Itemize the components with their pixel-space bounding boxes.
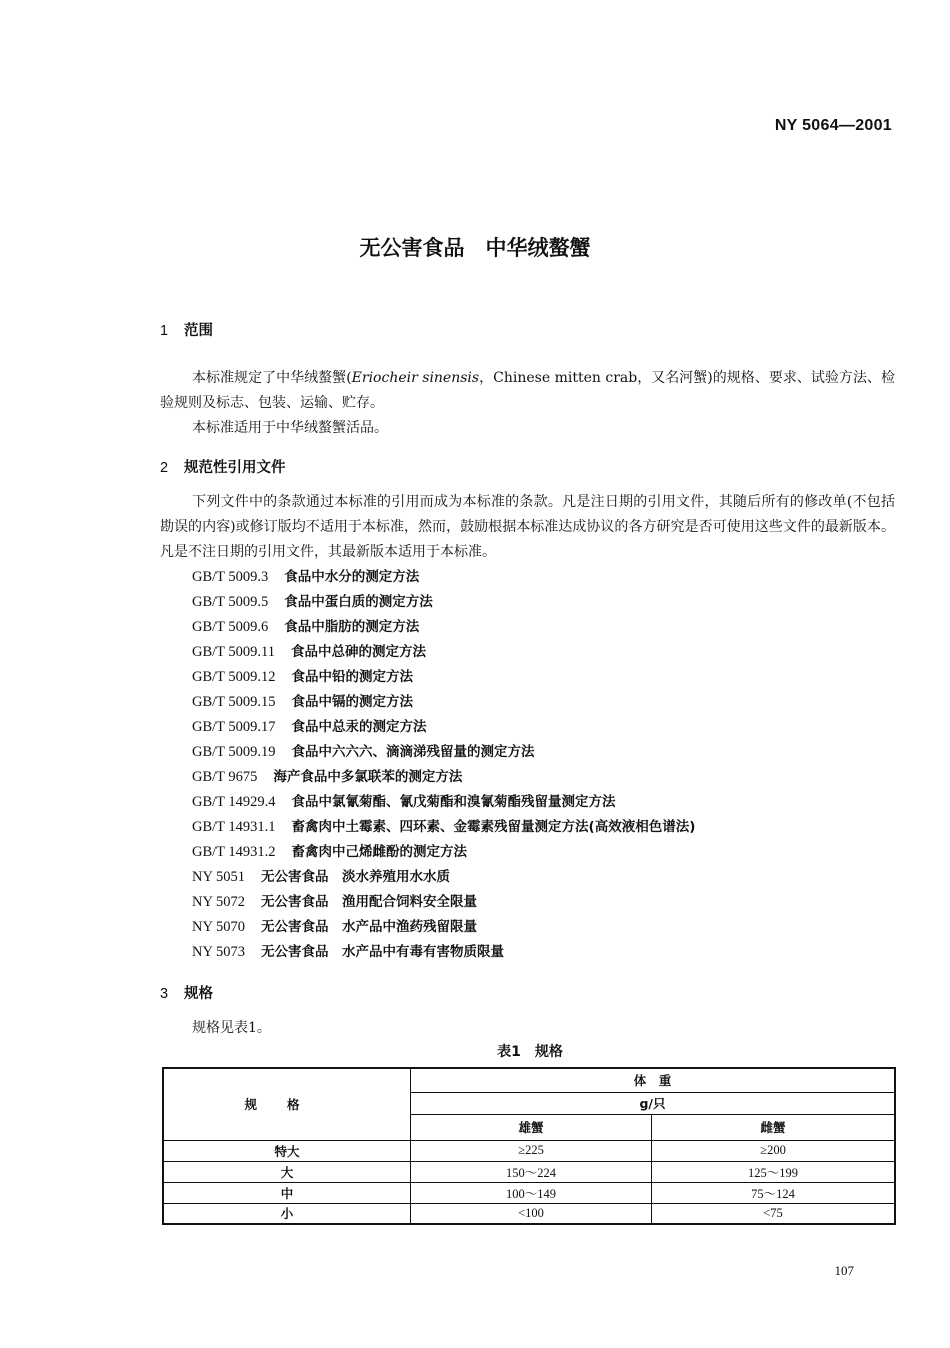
section-title: 规范性引用文件 xyxy=(184,460,286,476)
reference-item xyxy=(192,615,695,640)
male-weight-cell: 100～149 xyxy=(411,1182,652,1203)
reference-code: GB/T 14931.1 xyxy=(192,819,276,835)
reference-title: 食品中蛋白质的测定方法 xyxy=(284,594,433,610)
reference-item xyxy=(192,940,695,965)
reference-code: GB/T 9675 xyxy=(192,769,258,785)
reference-code: GB/T 14929.4 xyxy=(192,794,276,810)
normative-references-list xyxy=(192,565,695,965)
reference-item xyxy=(192,690,695,715)
grade-cell: 大 xyxy=(163,1161,411,1182)
text: 本标准规定了中华绒螯蟹( xyxy=(192,370,352,386)
reference-title: 食品中总汞的测定方法 xyxy=(291,719,427,735)
reference-code: GB/T 14931.2 xyxy=(192,844,276,860)
document-code: NY 5064—2001 xyxy=(774,117,892,134)
reference-title: 食品中镉的测定方法 xyxy=(291,694,414,710)
reference-item xyxy=(192,865,695,890)
section-number: 1 xyxy=(160,323,169,339)
reference-item xyxy=(192,790,695,815)
section-2-intro-paragraph: 下列文件中的条款通过本标准的引用而成为本标准的条款。凡是注日期的引用文件，其随后所有的修改单(不包括勘误的内容)或修订版均不适用于本标准，然而，鼓励根据本标准达成协议的各方研究是否可使用这些文件的最新版本。凡是不注日期的引用文件，其最新版本适用于本标准。 xyxy=(160,494,895,560)
reference-title: 无公害食品 渔用配合饲料安全限量 xyxy=(261,894,478,910)
reference-title: 食品中水分的测定方法 xyxy=(284,569,420,585)
header-female: 雌蟹 xyxy=(652,1114,895,1140)
reference-item xyxy=(192,890,695,915)
female-weight-cell: ≥200 xyxy=(652,1140,895,1161)
reference-item xyxy=(192,815,695,840)
section-title: 规格 xyxy=(184,986,213,1002)
grade-cell: 中 xyxy=(163,1182,411,1203)
male-weight-cell: 150～224 xyxy=(411,1161,652,1182)
section-1-heading xyxy=(160,319,213,340)
reference-title: 畜禽肉中己烯雌酚的测定方法 xyxy=(291,844,468,860)
reference-title: 无公害食品 水产品中有毒有害物质限量 xyxy=(261,944,505,960)
reference-code: GB/T 5009.17 xyxy=(192,719,276,735)
reference-item xyxy=(192,590,695,615)
female-weight-cell: <75 xyxy=(652,1203,895,1224)
reference-item xyxy=(192,740,695,765)
grade-cell: 特大 xyxy=(163,1140,411,1161)
female-weight-cell: 75～124 xyxy=(652,1182,895,1203)
table-row xyxy=(163,1182,895,1203)
header-weight: 体 重 xyxy=(411,1068,896,1092)
page-number: 107 xyxy=(834,1263,854,1278)
header-male: 雄蟹 xyxy=(411,1114,652,1140)
section-3-intro: 规格见表1。 xyxy=(192,1020,271,1036)
header-spec: 规格 xyxy=(163,1068,411,1140)
reference-code: GB/T 5009.5 xyxy=(192,594,269,610)
reference-code: GB/T 5009.15 xyxy=(192,694,276,710)
section-1-paragraph-applicability: 本标准适用于中华绒螯蟹活品。 xyxy=(192,420,388,436)
text: ，Chinese mitten crab，又名河蟹)的规格、要求、试验方法、检验规则及标志、包装、运输、贮存。 xyxy=(160,370,895,411)
latin-name: Eriocheir sinensis xyxy=(351,370,480,386)
reference-item xyxy=(192,765,695,790)
reference-title: 海产食品中多氯联苯的测定方法 xyxy=(273,769,463,785)
section-3-heading xyxy=(160,982,213,1003)
reference-code: GB/T 5009.3 xyxy=(192,569,269,585)
reference-title: 食品中六六六、滴滴涕残留量的测定方法 xyxy=(291,744,535,760)
reference-title: 无公害食品 淡水养殖用水水质 xyxy=(261,869,451,885)
reference-code: NY 5073 xyxy=(192,944,246,960)
document-title: 无公害食品 中华绒螯蟹 xyxy=(359,236,591,260)
reference-title: 无公害食品 水产品中渔药残留限量 xyxy=(261,919,478,935)
table-row xyxy=(163,1203,895,1224)
reference-code: GB/T 5009.19 xyxy=(192,744,276,760)
reference-code: NY 5070 xyxy=(192,919,246,935)
reference-item xyxy=(192,665,695,690)
grade-cell: 小 xyxy=(163,1203,411,1224)
reference-title: 食品中氯氰菊酯、氰戊菊酯和溴氰菊酯残留量测定方法 xyxy=(291,794,616,810)
male-weight-cell: <100 xyxy=(411,1203,652,1224)
reference-title: 食品中总砷的测定方法 xyxy=(290,644,426,660)
section-number: 3 xyxy=(160,986,169,1002)
reference-item xyxy=(192,840,695,865)
reference-item xyxy=(192,915,695,940)
reference-title: 畜禽肉中土霉素、四环素、金霉素残留量测定方法(高效液相色谱法) xyxy=(291,819,696,835)
female-weight-cell: 125～199 xyxy=(652,1161,895,1182)
reference-title: 食品中铅的测定方法 xyxy=(291,669,414,685)
table-row xyxy=(163,1140,895,1161)
reference-item xyxy=(192,565,695,590)
reference-code: GB/T 5009.11 xyxy=(192,644,275,660)
male-weight-cell: ≥225 xyxy=(411,1140,652,1161)
header-unit: g/只 xyxy=(411,1092,896,1114)
reference-code: NY 5051 xyxy=(192,869,246,885)
table-caption: 表1 规格 xyxy=(497,1044,563,1060)
section-1-paragraph-scope xyxy=(160,366,895,416)
reference-title: 食品中脂肪的测定方法 xyxy=(284,619,420,635)
reference-code: GB/T 5009.12 xyxy=(192,669,276,685)
section-2-heading xyxy=(160,456,286,477)
table-header-row xyxy=(163,1068,895,1092)
reference-code: GB/T 5009.6 xyxy=(192,619,269,635)
table-row xyxy=(163,1161,895,1182)
reference-item xyxy=(192,715,695,740)
reference-code: NY 5072 xyxy=(192,894,246,910)
section-number: 2 xyxy=(160,460,169,476)
reference-item xyxy=(192,640,695,665)
section-title: 范围 xyxy=(184,323,213,339)
spec-table xyxy=(162,1067,896,1225)
